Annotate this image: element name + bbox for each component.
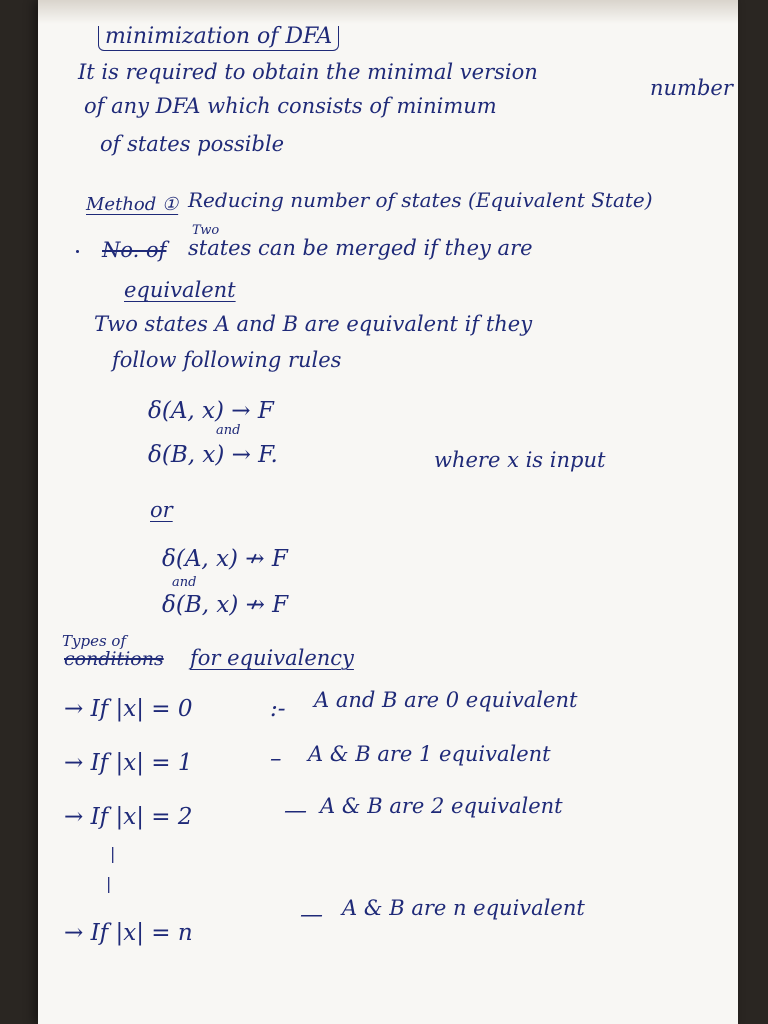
condition-0-sep: :- xyxy=(270,696,286,722)
method-label: Method ① xyxy=(86,194,179,215)
intro-line-2: of any DFA which consists of minimum xyxy=(84,94,497,118)
or-label: or xyxy=(150,498,173,522)
condition-3-sep: — xyxy=(300,902,323,928)
rule-intro: Two states A and B are equivalent if they xyxy=(94,312,533,336)
rule-intro-2: follow following rules xyxy=(112,348,342,372)
method-title: Reducing number of states (Equivalent State) xyxy=(188,188,653,212)
types-inserted-text: Types of xyxy=(62,632,127,650)
condition-2-result: A & B are 2 equivalent xyxy=(320,794,563,818)
merge-struck-text: No. of xyxy=(102,238,167,262)
formula-1a: δ(A, x) → F xyxy=(148,398,274,424)
formula-1b: δ(B, x) → F. xyxy=(148,442,278,468)
condition-1: → If |x| = 1 xyxy=(64,750,193,776)
notebook-page xyxy=(38,0,738,1024)
condition-3: → If |x| = n xyxy=(64,920,193,946)
condition-1-sep: – xyxy=(270,746,282,772)
formula-and-2: and xyxy=(172,575,197,590)
where-text: where x is input xyxy=(434,448,606,472)
page-title: minimization of DFA xyxy=(98,26,339,51)
ellipsis-bar-1: | xyxy=(110,844,116,863)
intro-line-2-end: number xyxy=(650,76,733,100)
merge-inserted-text: Two xyxy=(192,223,220,238)
intro-line-3: of states possible xyxy=(100,132,285,156)
formula-2b: δ(B, x) ↛ F xyxy=(162,592,289,618)
condition-2: → If |x| = 2 xyxy=(64,804,193,830)
condition-0-result: A and B are 0 equivalent xyxy=(314,688,578,712)
types-heading: for equivalency xyxy=(190,646,354,670)
condition-0: → If |x| = 0 xyxy=(64,696,193,722)
equivalent-heading: equivalent xyxy=(124,278,236,302)
ellipsis-bar-2: | xyxy=(106,874,112,893)
condition-2-sep: — xyxy=(284,798,307,824)
formula-and-1: and xyxy=(216,423,241,438)
formula-2a: δ(A, x) ↛ F xyxy=(162,546,288,572)
page-top-shadow xyxy=(38,0,738,24)
types-struck-text: conditions xyxy=(64,648,164,670)
bullet-dot xyxy=(76,250,79,253)
condition-1-result: A & B are 1 equivalent xyxy=(308,742,551,766)
intro-line-1: It is required to obtain the minimal version xyxy=(78,60,538,84)
merge-text: states can be merged if they are xyxy=(188,236,533,260)
condition-3-result: A & B are n equivalent xyxy=(342,896,585,920)
